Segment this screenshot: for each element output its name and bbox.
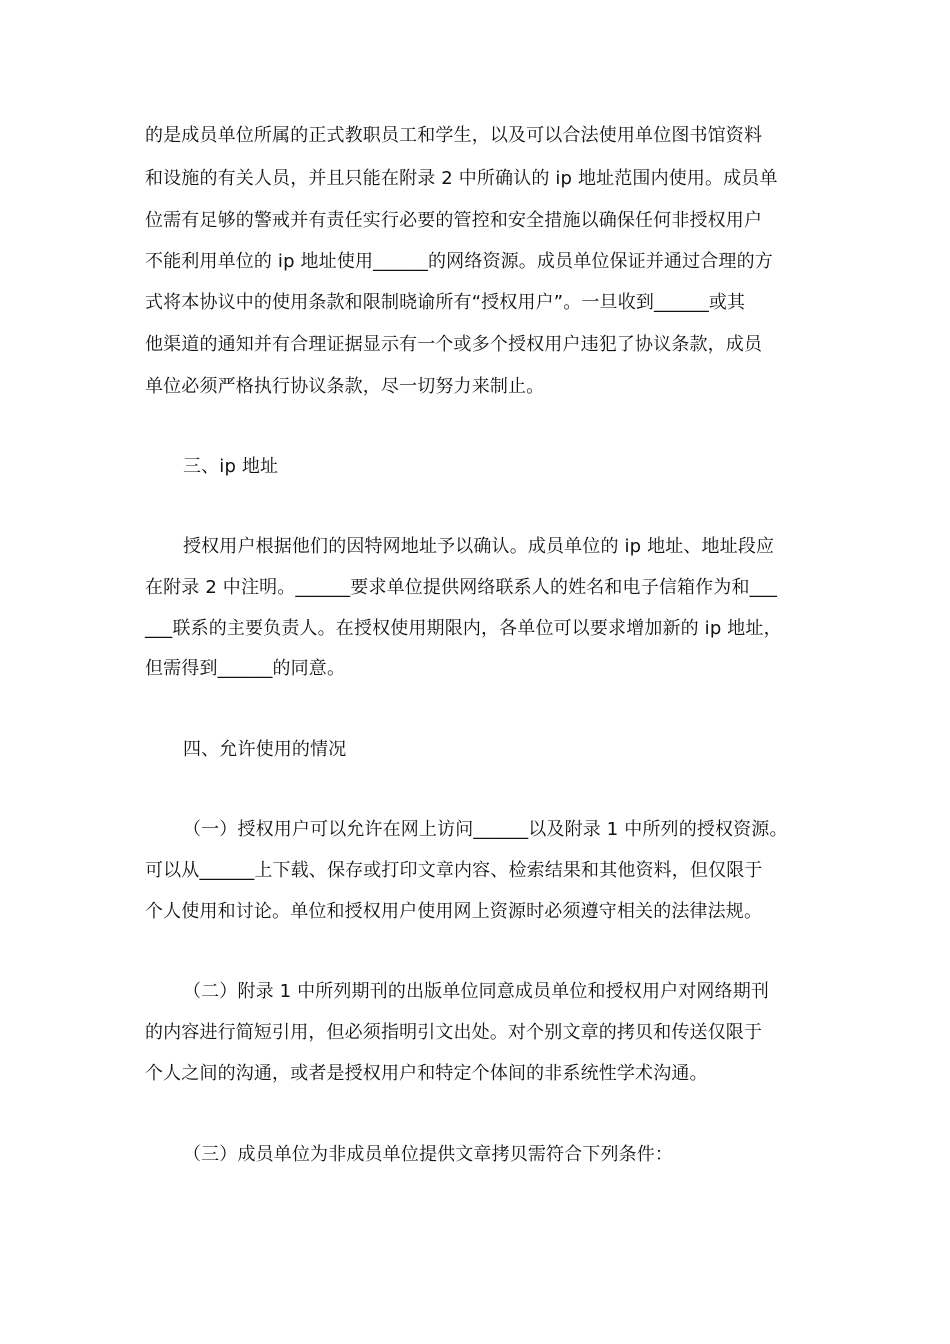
body-line: 的内容进行简短引用，但必须指明引文出处。对个别文章的拷贝和传送仅限于 — [145, 1022, 763, 1043]
body-line: 单位必须严格执行协议条款，尽一切努力来制止。 — [145, 376, 545, 397]
body-line: ___联系的主要负责人。在授权使用期限内，各单位可以要求增加新的 ip 地址， — [145, 618, 782, 639]
body-line: 他渠道的通知并有合理证据显示有一个或多个授权用户违犯了协议条款，成员 — [145, 334, 763, 355]
body-line: 位需有足够的警戒并有责任实行必要的管控和安全措施以确保任何非授权用户 — [145, 210, 763, 231]
body-line: 式将本协议中的使用条款和限制晓谕所有“授权用户”。一旦收到______或其 — [145, 292, 746, 313]
body-line: 不能利用单位的 ip 地址使用______的网络资源。成员单位保证并通过合理的方 — [145, 251, 773, 272]
body-line: 个人之间的沟通，或者是授权用户和特定个体间的非系统性学术沟通。 — [145, 1063, 708, 1084]
body-line: 的是成员单位所属的正式教职员工和学生，以及可以合法使用单位图书馆资料 — [145, 125, 763, 146]
section-heading: 四、允许使用的情况 — [183, 739, 347, 760]
body-line: 可以从______上下载、保存或打印文章内容、检索结果和其他资料，但仅限于 — [145, 860, 763, 881]
body-line: （二）附录 1 中所列期刊的出版单位同意成员单位和授权用户对网络期刊 — [183, 981, 769, 1002]
body-line: （三）成员单位为非成员单位提供文章拷贝需符合下列条件： — [183, 1144, 674, 1165]
body-line: 但需得到______的同意。 — [145, 658, 346, 679]
body-line: 个人使用和讨论。单位和授权用户使用网上资源时必须遵守相关的法律法规。 — [145, 901, 763, 922]
body-line: 和设施的有关人员，并且只能在附录 2 中所确认的 ip 地址范围内使用。成员单 — [145, 168, 778, 189]
body-line: 在附录 2 中注明。______要求单位提供网络联系人的姓名和电子信箱作为和___ — [145, 577, 778, 598]
body-line: 授权用户根据他们的因特网地址予以确认。成员单位的 ip 地址、地址段应 — [183, 536, 775, 557]
section-heading: 三、ip 地址 — [183, 456, 279, 477]
body-line: （一）授权用户可以允许在网上访问______以及附录 1 中所列的授权资源。 — [183, 819, 788, 840]
